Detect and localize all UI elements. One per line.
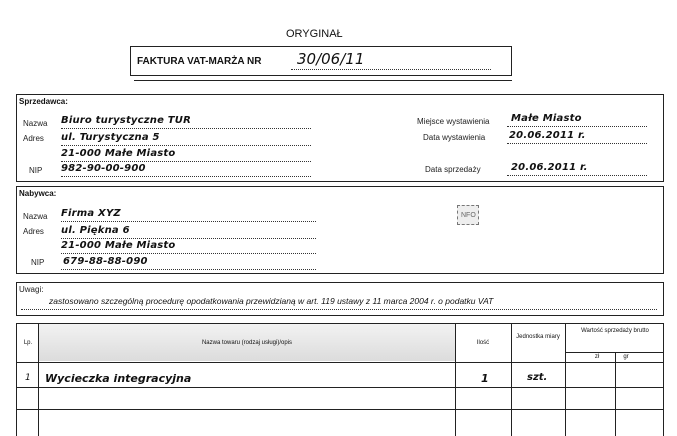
invoice-title-box [130, 46, 512, 76]
col-zl-header: zł [594, 354, 600, 360]
col-gr-header: gr [623, 354, 629, 360]
buyer-address-label: Adres [23, 227, 44, 236]
buyer-address-line2: 21-000 Małe Miasto [61, 240, 176, 251]
buyer-nip-value: 679-88-88-090 [63, 256, 148, 267]
notes-heading: Uwagi: [19, 285, 44, 294]
row-name: Wycieczka integracyjna [45, 372, 192, 385]
buyer-heading: Nabywca: [19, 189, 57, 198]
seller-address-label: Adres [23, 134, 44, 143]
issue-date-value: 20.06.2011 r. [509, 130, 586, 141]
items-table [16, 323, 664, 436]
issue-place-label: Miejsce wystawienia [417, 117, 490, 126]
notes-text: zastosowano szczególną procedurę opodatkowania przewidzianą w art. 119 ustawy z 11 marca 2004 r. o podatku VAT [49, 296, 494, 306]
sale-date-value: 20.06.2011 r. [511, 162, 588, 173]
seller-name-label: Nazwa [23, 119, 48, 128]
seller-heading: Sprzedawca: [19, 97, 68, 106]
buyer-section [16, 186, 664, 274]
invoice-number: 30/06/11 [297, 50, 365, 68]
seller-section [16, 94, 664, 182]
seller-nip-label: NIP [29, 166, 43, 175]
sale-date-label: Data sprzedaży [425, 165, 481, 174]
buyer-name-value: Firma XYZ [61, 208, 121, 219]
buyer-logo [457, 205, 479, 225]
row-qty: 1 [481, 372, 489, 385]
buyer-logo-text: NFO [461, 212, 476, 219]
seller-name-value: Biuro turystyczne TUR [61, 115, 192, 126]
col-lp-header: Lp. [23, 340, 33, 346]
row-unit: szt. [527, 372, 548, 383]
seller-nip-value: 982-90-00-900 [61, 163, 146, 174]
notes-section [16, 282, 664, 316]
seller-address-line2: 21-000 Małe Miasto [61, 148, 176, 159]
buyer-nip-label: NIP [31, 258, 45, 267]
col-name-header: Nazwa towaru (rodzaj usługi)/opis [201, 340, 293, 346]
col-unit-header: Jednostka miary [516, 334, 560, 340]
original-label: ORYGINAŁ [286, 28, 343, 40]
issue-date-label: Data wystawienia [423, 133, 486, 142]
col-qty-header: Ilość [476, 340, 490, 346]
buyer-name-label: Nazwa [23, 212, 48, 221]
invoice-title: FAKTURA VAT-MARŻA NR [137, 56, 262, 67]
issue-place-value: Małe Miasto [511, 113, 582, 124]
col-gross-header: Wartość sprzedaży brutto [581, 328, 649, 334]
row-lp: 1 [25, 373, 31, 383]
seller-address-line1: ul. Turystyczna 5 [61, 132, 160, 143]
buyer-address-line1: ul. Piękna 6 [61, 225, 130, 236]
